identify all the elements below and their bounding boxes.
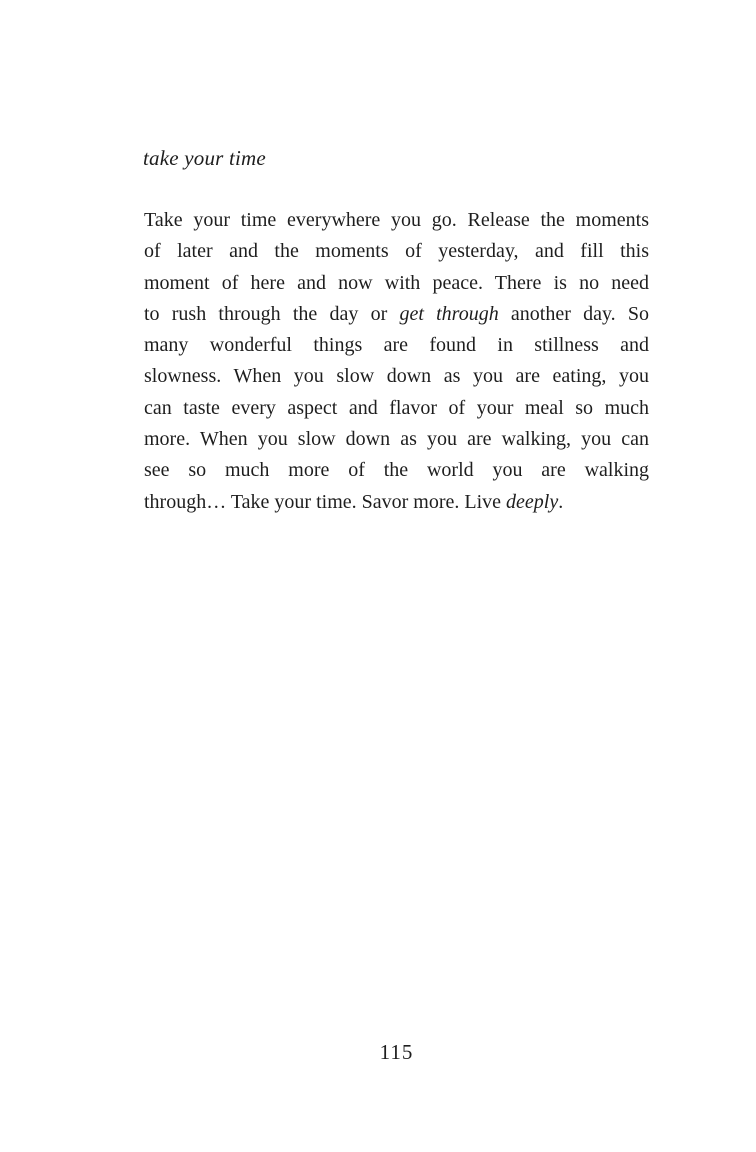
text-line: [144, 268, 649, 299]
text-line: [144, 393, 649, 424]
text-line: [144, 299, 649, 330]
body-text-segment: through… Take your time. Savor more. Live: [144, 490, 507, 513]
text-line: [144, 487, 649, 518]
body-text-segment: another day. So: [498, 302, 649, 325]
body-text-segment: many wonderful things are found in stillness and: [144, 334, 649, 357]
page-number: 115: [379, 1040, 414, 1064]
text-line: [144, 361, 649, 392]
body-text-segment: .: [558, 490, 564, 513]
body-text-segment: of later and the moments of yesterday, and fill this: [144, 240, 649, 263]
chapter-title: take your time: [143, 146, 266, 170]
body-text-segment: can taste every aspect and flavor of your meal so much: [144, 396, 649, 419]
text-line: [144, 424, 649, 455]
text-line: [144, 330, 649, 361]
emphasized-text: get through: [399, 302, 499, 325]
body-text-segment: more. When you slow down as you are walking, you can: [144, 428, 649, 451]
emphasized-text: deeply: [506, 490, 559, 513]
body-text-segment: see so much more of the world you are walking: [144, 459, 649, 482]
body-text-segment: moment of here and now with peace. There is no need: [144, 271, 649, 294]
body-text-segment: slowness. When you slow down as you are eating, you: [144, 365, 649, 388]
text-line: [144, 236, 649, 267]
text-line: [144, 455, 649, 486]
body-text-segment: to rush through the day or: [144, 302, 400, 325]
body-text-segment: Take your time everywhere you go. Release the moments: [144, 209, 649, 231]
body-paragraph: [144, 205, 649, 518]
text-line: [144, 205, 649, 236]
